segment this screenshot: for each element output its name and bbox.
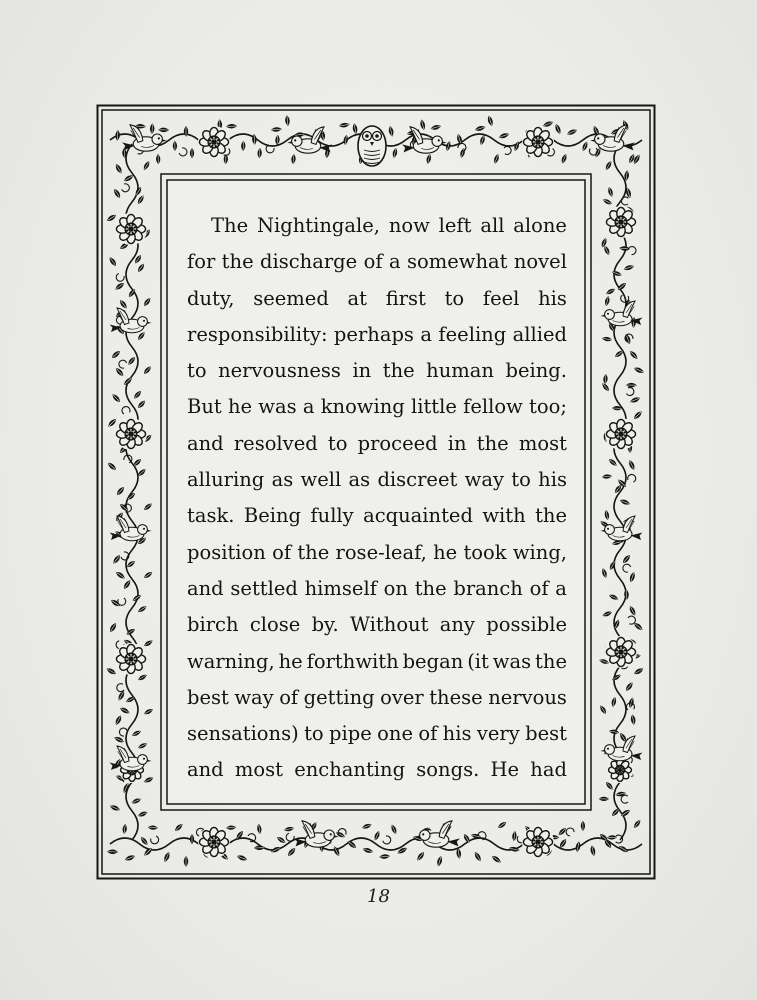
vine-tendril <box>627 474 636 483</box>
vine-leaf-icon <box>137 810 148 818</box>
vine-leaf-icon <box>602 336 613 342</box>
vine-leaf-icon <box>112 554 122 565</box>
vine-leaf-icon <box>624 681 634 692</box>
vine-leaf-icon <box>621 554 631 565</box>
vine-leaf-icon <box>630 714 636 725</box>
vine-leaf-icon <box>275 135 280 146</box>
rose-icon <box>605 636 637 668</box>
vine-leaf-icon <box>392 148 398 159</box>
vine-leaf-icon <box>604 160 613 171</box>
vine-leaf-icon <box>150 123 155 134</box>
vine-leaf-icon <box>560 153 568 164</box>
vine-leaf-icon <box>257 148 262 158</box>
vine-leaf-icon <box>604 296 611 307</box>
text-line: duty, seemed at first to feel his <box>187 286 567 310</box>
vine-leaf-icon <box>114 163 123 175</box>
vine-leaf-icon <box>608 593 619 601</box>
vine-leaf-icon <box>611 270 622 277</box>
vine-leaf-icon <box>254 845 265 850</box>
vine-tendril <box>118 360 127 369</box>
vine-tendril <box>565 827 574 836</box>
vine-leaf-icon <box>122 579 132 590</box>
vine-tendril <box>115 682 126 693</box>
vine-leaf-icon <box>226 825 236 830</box>
vine-leaf-icon <box>285 115 291 126</box>
vine-leaf-icon <box>498 132 510 140</box>
vine-leaf-icon <box>142 297 152 308</box>
vine-leaf-icon <box>459 147 466 158</box>
vine-leaf-icon <box>115 130 120 141</box>
vine-leaf-icon <box>173 141 177 151</box>
vine-leaf-icon <box>122 824 128 835</box>
vine-leaf-icon <box>554 123 562 135</box>
rose-icon <box>198 826 230 858</box>
vine-leaf-icon <box>512 831 517 842</box>
rose-icon <box>115 213 147 245</box>
vine-leaf-icon <box>566 128 578 136</box>
vine-leaf-icon <box>600 237 608 248</box>
vine-leaf-icon <box>106 461 117 472</box>
text-line: But he was a knowing little fellow too; <box>187 395 567 419</box>
vine-leaf-icon <box>115 486 125 497</box>
page-number: 18 <box>367 886 390 907</box>
vine-leaf-icon <box>628 459 637 471</box>
vine-leaf-icon <box>633 667 645 676</box>
vine-leaf-icon <box>174 822 184 832</box>
vine-leaf-icon <box>112 188 122 200</box>
vine-leaf-icon <box>379 854 390 860</box>
vine-leaf-icon <box>148 825 158 830</box>
vine-leaf-icon <box>286 846 297 857</box>
vine-tendril <box>149 834 160 845</box>
text-line: position of the rose-leaf, he took wing, <box>187 540 567 564</box>
vine-leaf-icon <box>236 854 248 862</box>
vine-leaf-icon <box>143 570 154 579</box>
vine-leaf-icon <box>590 845 597 856</box>
bird-icon <box>601 736 643 761</box>
owl-icon <box>358 126 386 166</box>
vine-leaf-icon <box>632 410 643 421</box>
vine-leaf-icon <box>361 823 372 830</box>
vine-leaf-icon <box>108 622 118 634</box>
vine-leaf-icon <box>107 417 118 428</box>
vine-leaf-icon <box>416 851 426 862</box>
vine-leaf-icon <box>106 213 118 223</box>
vine-leaf-icon <box>390 824 398 835</box>
vine-leaf-icon <box>137 673 148 682</box>
vine-tendril <box>383 836 391 844</box>
text-line: sensations) to pipe one of his very best <box>187 722 567 746</box>
vine-leaf-icon <box>184 856 189 867</box>
vine-leaf-icon <box>131 797 142 805</box>
vine-leaf-icon <box>127 356 137 366</box>
vine-leaf-icon <box>388 126 395 137</box>
vine-leaf-icon <box>430 124 442 131</box>
rose-icon <box>522 126 554 158</box>
text-line: and settled himself on the branch of a <box>187 576 567 600</box>
vine-leaf-icon <box>142 160 151 171</box>
vine-leaf-icon <box>339 122 350 128</box>
text-line: and most enchanting songs. He had <box>187 758 567 782</box>
vine-tendril <box>121 183 130 192</box>
vine-leaf-icon <box>136 262 145 273</box>
vine-leaf-icon <box>119 706 131 715</box>
text-line: for the discharge of a somewhat novel <box>187 250 567 274</box>
vine-leaf-icon <box>143 776 154 784</box>
vine-leaf-icon <box>599 704 608 715</box>
bird-icon <box>601 516 643 541</box>
vine-leaf-icon <box>373 830 381 841</box>
text-line: warning, he forthwith began (it was the <box>187 649 567 673</box>
vine-tendril <box>625 386 635 396</box>
vine-leaf-icon <box>108 256 118 267</box>
vine-leaf-icon <box>114 281 125 291</box>
vine-leaf-icon <box>419 119 426 131</box>
vine-leaf-icon <box>158 128 169 133</box>
vine-leaf-icon <box>611 673 622 682</box>
vine-leaf-icon <box>542 120 554 128</box>
vine-tendril <box>622 564 631 573</box>
vine-leaf-icon <box>271 127 282 132</box>
vine-leaf-icon <box>575 841 581 852</box>
vine-leaf-icon <box>602 198 613 206</box>
rose-icon <box>115 418 147 450</box>
vine-leaf-icon <box>604 510 610 521</box>
vine-leaf-icon <box>626 383 637 388</box>
vine-leaf-icon <box>107 849 118 854</box>
vine-leaf-icon <box>497 820 508 829</box>
bird-icon <box>415 821 460 847</box>
vine-leaf-icon <box>131 729 142 737</box>
text-line: best way of getting over these nervous <box>187 685 567 709</box>
vine-leaf-icon <box>632 819 642 830</box>
vine-tendril <box>627 246 637 256</box>
text-line: alluring as well as discreet way to his <box>187 468 567 492</box>
vine-leaf-icon <box>436 855 443 867</box>
vine-leaf-icon <box>602 474 613 479</box>
rose-icon <box>522 826 554 858</box>
vine-leaf-icon <box>110 349 121 359</box>
vine-leaf-icon <box>629 396 641 404</box>
vine-leaf-icon <box>109 804 121 812</box>
text-line: to nervousness in the human being. <box>187 359 567 383</box>
text-line: task. Being fully acquainted with the <box>187 504 567 528</box>
rose-icon <box>605 206 637 238</box>
vine-leaf-icon <box>615 791 626 797</box>
vine-leaf-icon <box>143 639 154 648</box>
vine-leaf-icon <box>137 605 148 614</box>
rose-icon <box>605 418 637 450</box>
vine-leaf-icon <box>122 376 133 387</box>
vine-leaf-icon <box>493 153 500 164</box>
vine-leaf-icon <box>581 821 585 831</box>
vine-leaf-icon <box>143 707 154 716</box>
vine-leaf-icon <box>114 714 123 726</box>
vine-leaf-icon <box>106 667 118 676</box>
vine-leaf-icon <box>396 846 408 855</box>
vine-leaf-icon <box>628 349 639 360</box>
vine-leaf-icon <box>603 374 608 385</box>
bird-icon <box>110 308 152 333</box>
rose-icon <box>115 643 147 675</box>
vine-leaf-icon <box>607 186 614 197</box>
vine-leaf-icon <box>132 390 142 400</box>
vine-leaf-icon <box>473 851 482 863</box>
vine-leaf-icon <box>633 366 645 375</box>
vine-leaf-icon <box>163 851 171 863</box>
vine-leaf-icon <box>156 154 161 164</box>
vine-leaf-icon <box>332 845 341 857</box>
vine-leaf-icon <box>137 742 148 750</box>
vine-leaf-icon <box>111 393 122 404</box>
vine-leaf-icon <box>190 834 194 844</box>
vine-leaf-icon <box>335 830 346 838</box>
vine-leaf-icon <box>604 781 614 791</box>
vine-leaf-icon <box>425 153 432 164</box>
vine-leaf-icon <box>487 115 495 127</box>
vine-leaf-icon <box>474 125 486 132</box>
vine-leaf-icon <box>607 835 618 840</box>
vine-leaf-icon <box>142 365 152 375</box>
text-line: and resolved to proceed in the most <box>187 431 567 455</box>
vine-leaf-icon <box>623 264 635 272</box>
body-text <box>187 208 567 789</box>
text-line: The Nightingale, now left all alone <box>211 214 567 237</box>
vine-leaf-icon <box>479 135 486 146</box>
vine-tendril <box>120 405 131 416</box>
vine-leaf-icon <box>276 835 287 844</box>
vine-tendril <box>286 833 295 842</box>
vine-leaf-icon <box>619 498 631 506</box>
vine-leaf-icon <box>136 399 146 409</box>
bird-icon <box>402 127 447 153</box>
vine-leaf-icon <box>352 123 358 134</box>
vine-leaf-icon <box>136 194 145 205</box>
vine-leaf-icon <box>629 571 637 583</box>
vine-leaf-icon <box>143 502 154 512</box>
vine-leaf-icon <box>190 148 194 158</box>
vine-leaf-icon <box>605 287 616 296</box>
vine-leaf-icon <box>252 134 257 145</box>
vine-leaf-icon <box>256 824 262 835</box>
text-line: responsibility: perhaps a feeling allied <box>187 322 567 346</box>
vine-leaf-icon <box>581 141 589 152</box>
vine-leaf-icon <box>115 570 126 580</box>
vine-leaf-icon <box>343 135 349 146</box>
vine-leaf-icon <box>601 382 611 392</box>
vine-leaf-icon <box>226 124 237 129</box>
bird-icon <box>294 821 339 847</box>
vine-tendril <box>179 148 187 157</box>
vine-leaf-icon <box>599 797 609 801</box>
vine-leaf-icon <box>611 697 617 708</box>
vine-leaf-icon <box>602 610 613 618</box>
vine-leaf-icon <box>601 568 608 579</box>
vine-leaf-icon <box>628 605 637 617</box>
text-line: birch close by. Without any possible <box>187 613 567 637</box>
vine-leaf-icon <box>291 154 296 165</box>
vine-leaf-icon <box>110 598 121 608</box>
vine-leaf-icon <box>609 729 620 735</box>
bird-icon <box>287 127 332 153</box>
vine-leaf-icon <box>284 826 295 832</box>
vine-leaf-icon <box>241 141 246 151</box>
vine-leaf-icon <box>603 245 611 256</box>
vine-leaf-icon <box>491 854 502 864</box>
vine-leaf-icon <box>124 854 136 862</box>
vine-tendril <box>116 273 125 282</box>
vine-leaf-icon <box>362 847 374 854</box>
rose-icon <box>198 126 230 158</box>
vine-leaf-icon <box>608 560 617 571</box>
